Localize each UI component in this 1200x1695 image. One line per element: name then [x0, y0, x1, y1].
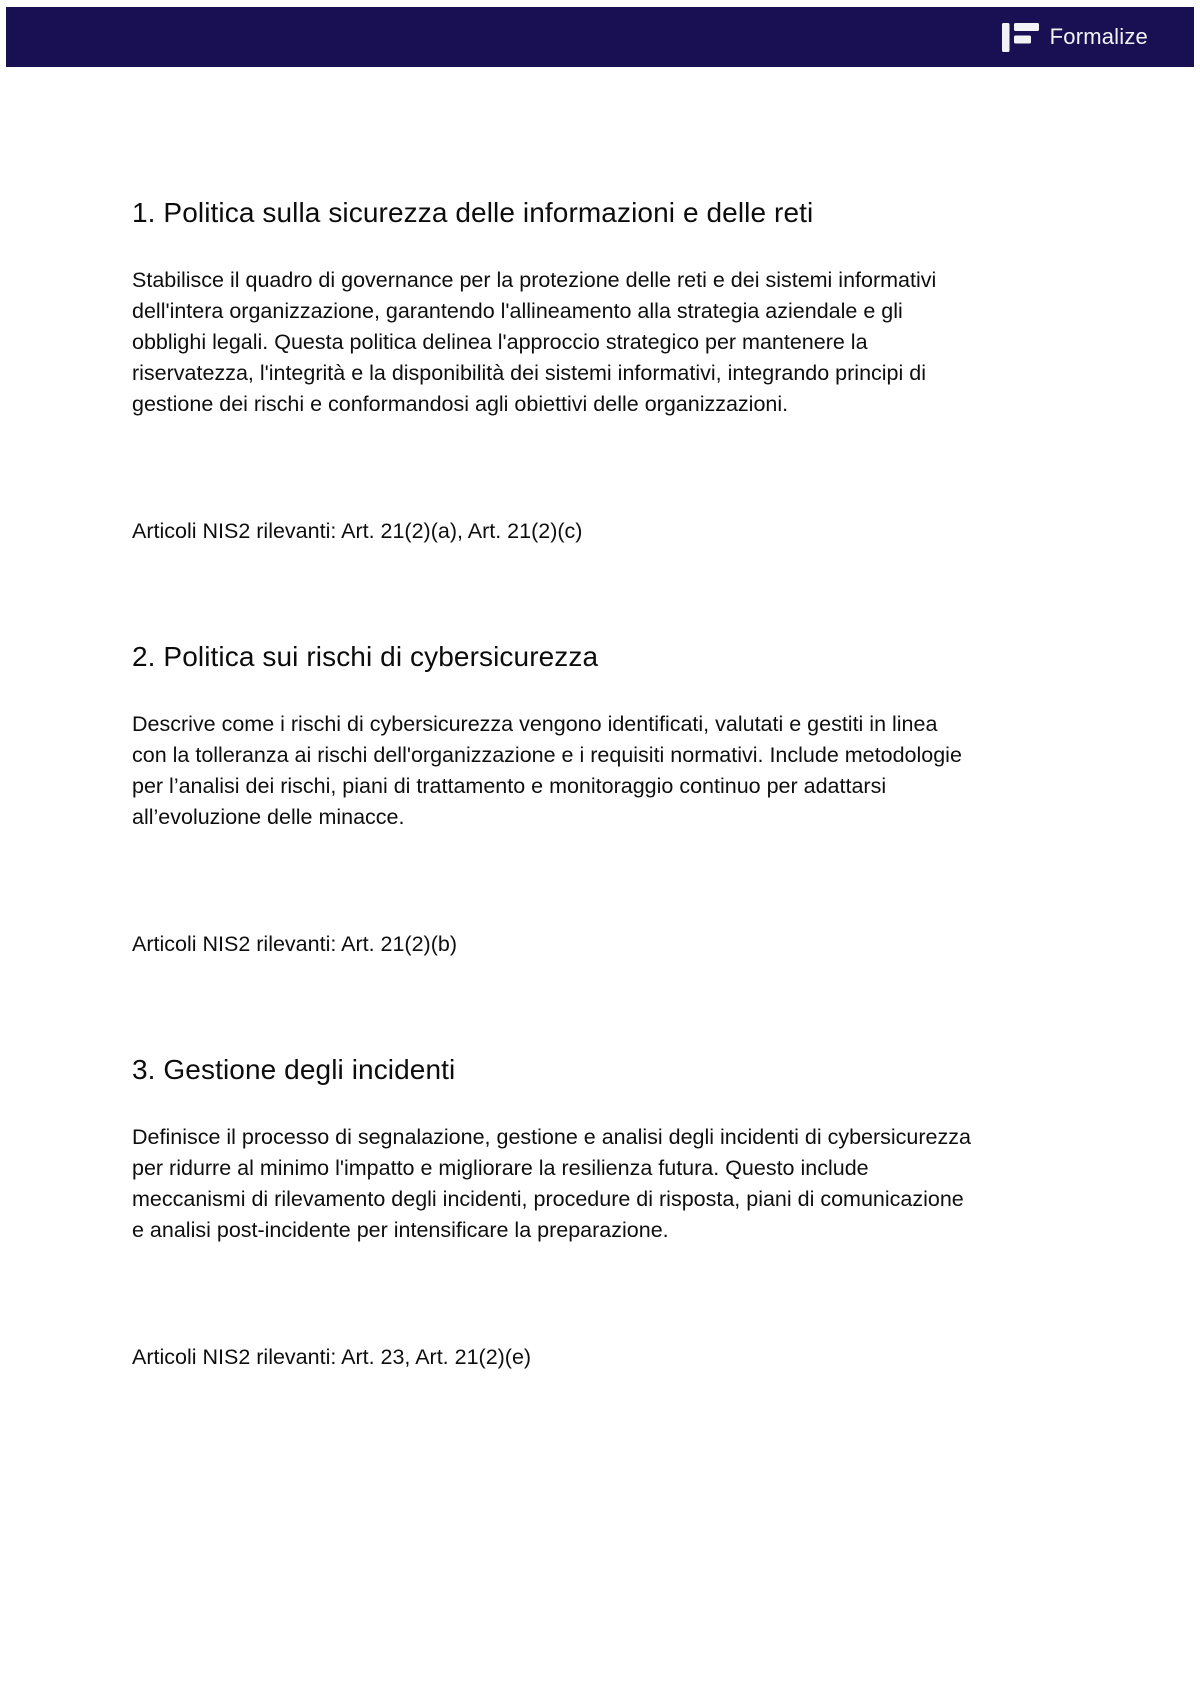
- relevant-articles-line: Articoli NIS2 rilevanti: Art. 21(2)(a), Art. 21(2)(c): [132, 519, 583, 543]
- policy-section: [132, 1052, 980, 1373]
- section-heading: 1. Politica sulla sicurezza delle informazioni e delle reti: [132, 197, 814, 228]
- document-body: [0, 67, 1200, 1373]
- policy-section: [132, 195, 980, 547]
- policy-sections: [132, 195, 980, 1373]
- brand-logo: [1002, 23, 1148, 52]
- section-description: Descrive come i rischi di cybersicurezza vengono identificati, valutati e gestiti in linea con la tolleranza ai rischi dell'organizzazione e i requisiti normativi. Include metodologie per l’analisi dei rischi, piani di trattamento e monitoraggio continuo per adattarsi all’evoluzione delle minacce.: [132, 712, 962, 829]
- relevant-articles-line: Articoli NIS2 rilevanti: Art. 23, Art. 21(2)(e): [132, 1345, 532, 1369]
- brand-name: Formalize: [1049, 24, 1148, 49]
- section-heading: 3. Gestione degli incidenti: [132, 1054, 456, 1085]
- section-description: Stabilisce il quadro di governance per la protezione delle reti e dei sistemi informativi dell'intera organizzazione, garantendo l'allineamento alla strategia aziendale e gli obblighi legali. Questa politica delinea l'approccio strategico per mantenere la riservatezza, l'integrità e la disponibilità dei sistemi informativi, integrando principi di gestione dei rischi e conformandosi agli obiettivi delle organizzazioni.: [132, 268, 937, 416]
- app-header: [6, 7, 1194, 67]
- relevant-articles-line: Articoli NIS2 rilevanti: Art. 21(2)(b): [132, 932, 457, 956]
- policy-section: [132, 639, 980, 960]
- section-heading: 2. Politica sui rischi di cybersicurezza: [132, 641, 599, 672]
- formalize-logo-icon: [1002, 23, 1039, 52]
- section-description: Definisce il processo di segnalazione, gestione e analisi degli incidenti di cybersicurezza per ridurre al minimo l'impatto e migliorare la resilienza futura. Questo include meccanismi di rilevamento degli incidenti, procedure di risposta, piani di comunicazione e analisi post-incidente per intensificare la preparazione.: [132, 1125, 971, 1242]
